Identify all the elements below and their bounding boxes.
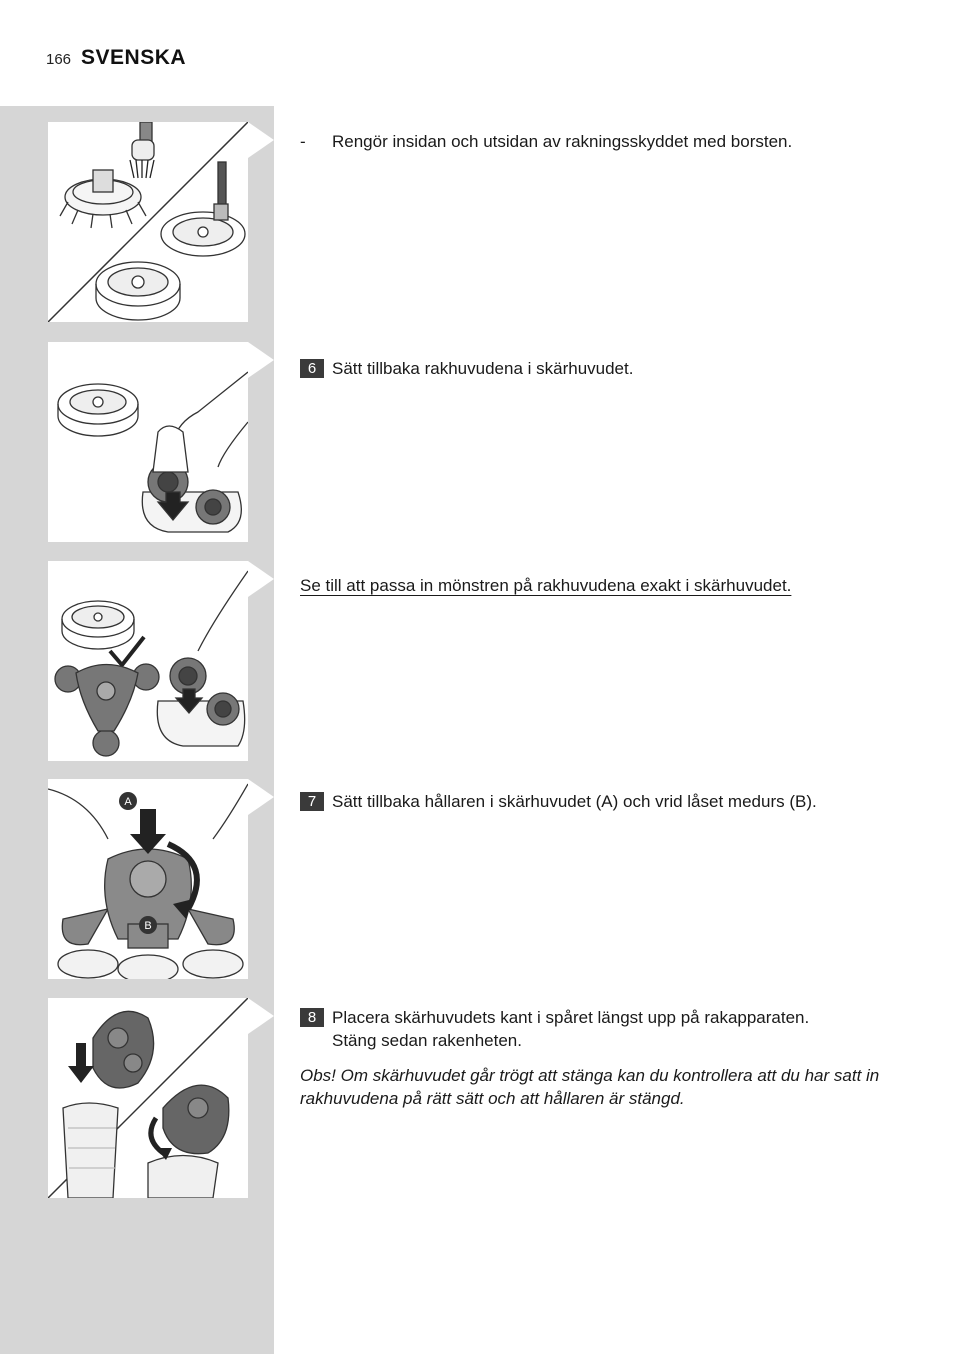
- step-number-badge: 8: [300, 1008, 324, 1027]
- figure-tab: [248, 561, 274, 597]
- step-text-line-1: Placera skärhuvudets kant i spåret längst upp på rakapparaten.: [332, 1008, 810, 1027]
- callout-b: B: [144, 920, 152, 932]
- page-header: [46, 46, 186, 76]
- step-text: Sätt tillbaka rakhuvudena i skärhuvudet.: [332, 359, 634, 378]
- figure-tab: [248, 779, 274, 815]
- step-number-badge: 6: [300, 359, 324, 378]
- page-number: 166: [46, 51, 72, 68]
- step-8: [300, 1006, 920, 1110]
- note-text: Obs! Om skärhuvudet går trögt att stänga kan du kontrollera att du har satt in rakhuvudena på rätt sätt och att hållaren är stängd.: [300, 1066, 880, 1108]
- step-7: [300, 790, 920, 813]
- callout-a: A: [124, 796, 132, 808]
- bullet-dash: -: [300, 132, 306, 151]
- section-title: SVENSKA: [81, 46, 187, 69]
- retaining-frame-illustration: [48, 779, 248, 979]
- cleaning-brush-illustration: [48, 122, 248, 322]
- figure-tab: [248, 998, 274, 1034]
- tip-text: Se till att passa in mönstren på rakhuvudena exakt i skärhuvudet.: [300, 576, 792, 595]
- tip-match-patterns: [300, 574, 920, 597]
- figure-tab: [248, 122, 274, 158]
- close-shaving-unit-illustration: [48, 998, 248, 1198]
- bullet-clean-guard: [300, 130, 920, 153]
- insert-cutters-illustration: [48, 342, 248, 542]
- step-text-line-2: Stäng sedan rakenheten.: [332, 1031, 522, 1050]
- figure-tab: [248, 342, 274, 378]
- step-number-badge: 7: [300, 792, 324, 811]
- match-patterns-illustration: [48, 561, 248, 761]
- step-text: Sätt tillbaka hållaren i skärhuvudet (A) och vrid låset medurs (B).: [332, 792, 817, 811]
- bullet-text: Rengör insidan och utsidan av rakningsskyddet med borsten.: [332, 132, 793, 151]
- step-6: [300, 357, 920, 380]
